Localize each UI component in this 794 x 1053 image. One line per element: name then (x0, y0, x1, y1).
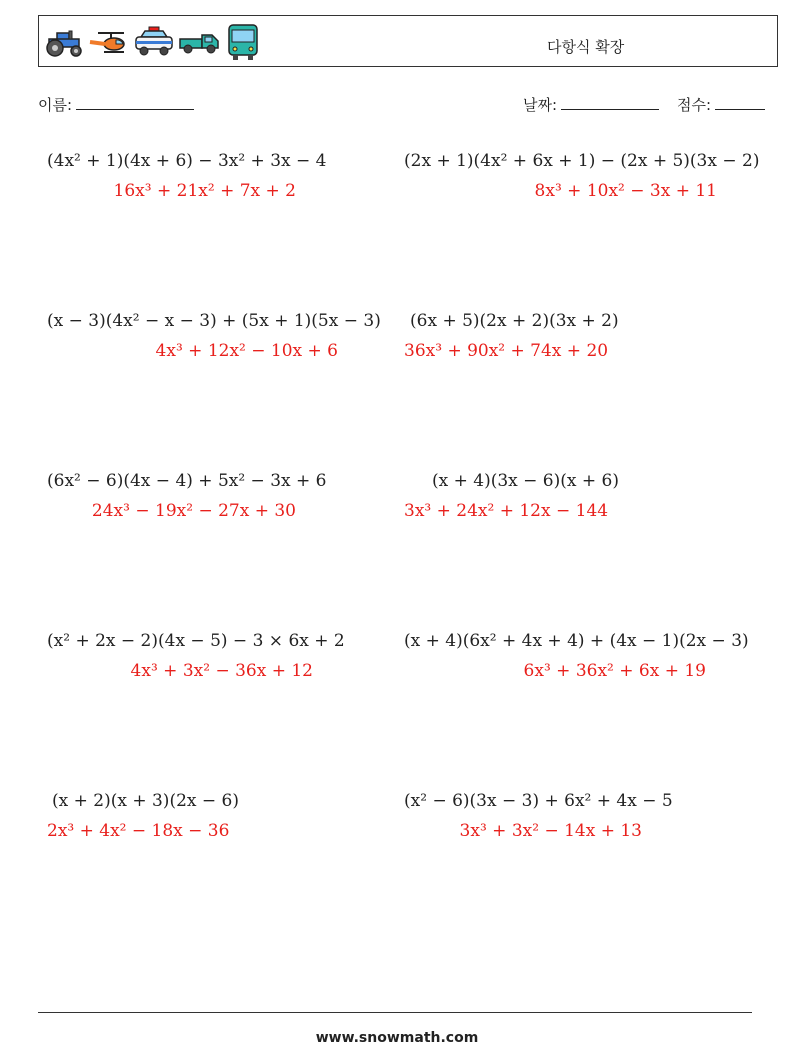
helicopter-icon (88, 27, 130, 57)
footer-url[interactable]: www.snowmath.com (315, 1030, 479, 1046)
answer-10: 3x³ + 3x² − 14x + 13 (459, 821, 642, 841)
answer-1: 16x³ + 21x² + 7x + 2 (113, 181, 296, 201)
problem-7: (x² + 2x − 2)(4x − 5) − 3 × 6x + 2 (47, 631, 345, 651)
answer-2: 8x³ + 10x² − 3x + 11 (534, 181, 717, 201)
date-field (523, 94, 659, 115)
problem-5: (6x² − 6)(4x − 4) + 5x² − 3x + 6 (47, 471, 327, 491)
answer-4: 36x³ + 90x² + 74x + 20 (404, 341, 609, 361)
problem-6: (x + 4)(3x − 6)(x + 6) (432, 471, 619, 491)
problem-9: (x + 2)(x + 3)(2x − 6) (52, 791, 239, 811)
worksheet-title: 다항식 확장 (547, 38, 625, 56)
problem-2: (2x + 1)(4x² + 6x + 1) − (2x + 5)(3x − 2) (404, 151, 760, 171)
vehicle-icons (43, 22, 263, 62)
date-label: 날짜: (523, 96, 558, 114)
answer-8: 6x³ + 36x² + 6x + 19 (523, 661, 706, 681)
answer-6: 3x³ + 24x² + 12x − 144 (404, 501, 609, 521)
problem-10: (x² − 6)(3x − 3) + 6x² + 4x − 5 (404, 791, 673, 811)
name-label: 이름: (38, 96, 73, 114)
footer-divider (38, 1012, 752, 1013)
name-blank[interactable] (76, 94, 194, 110)
score-blank[interactable] (715, 94, 765, 110)
problem-1: (4x² + 1)(4x + 6) − 3x² + 3x − 4 (47, 151, 327, 171)
score-field (677, 94, 765, 115)
answer-3: 4x³ + 12x² − 10x + 6 (155, 341, 338, 361)
answer-5: 24x³ − 19x² − 27x + 30 (91, 501, 296, 521)
date-blank[interactable] (561, 94, 659, 110)
answer-9: 2x³ + 4x² − 18x − 36 (47, 821, 230, 841)
problem-4: (6x + 5)(2x + 2)(3x + 2) (410, 311, 619, 331)
problem-8: (x + 4)(6x² + 4x + 4) + (4x − 1)(2x − 3) (404, 631, 749, 651)
tractor-icon (43, 27, 85, 57)
police-car-icon (133, 25, 175, 59)
worksheet-header (38, 15, 778, 67)
name-field (38, 94, 194, 115)
answer-7: 4x³ + 3x² − 36x + 12 (130, 661, 313, 681)
problem-3: (x − 3)(4x² − x − 3) + (5x + 1)(5x − 3) (47, 311, 381, 331)
pickup-truck-icon (178, 27, 220, 57)
bus-icon (223, 22, 263, 62)
score-label: 점수: (677, 96, 712, 114)
